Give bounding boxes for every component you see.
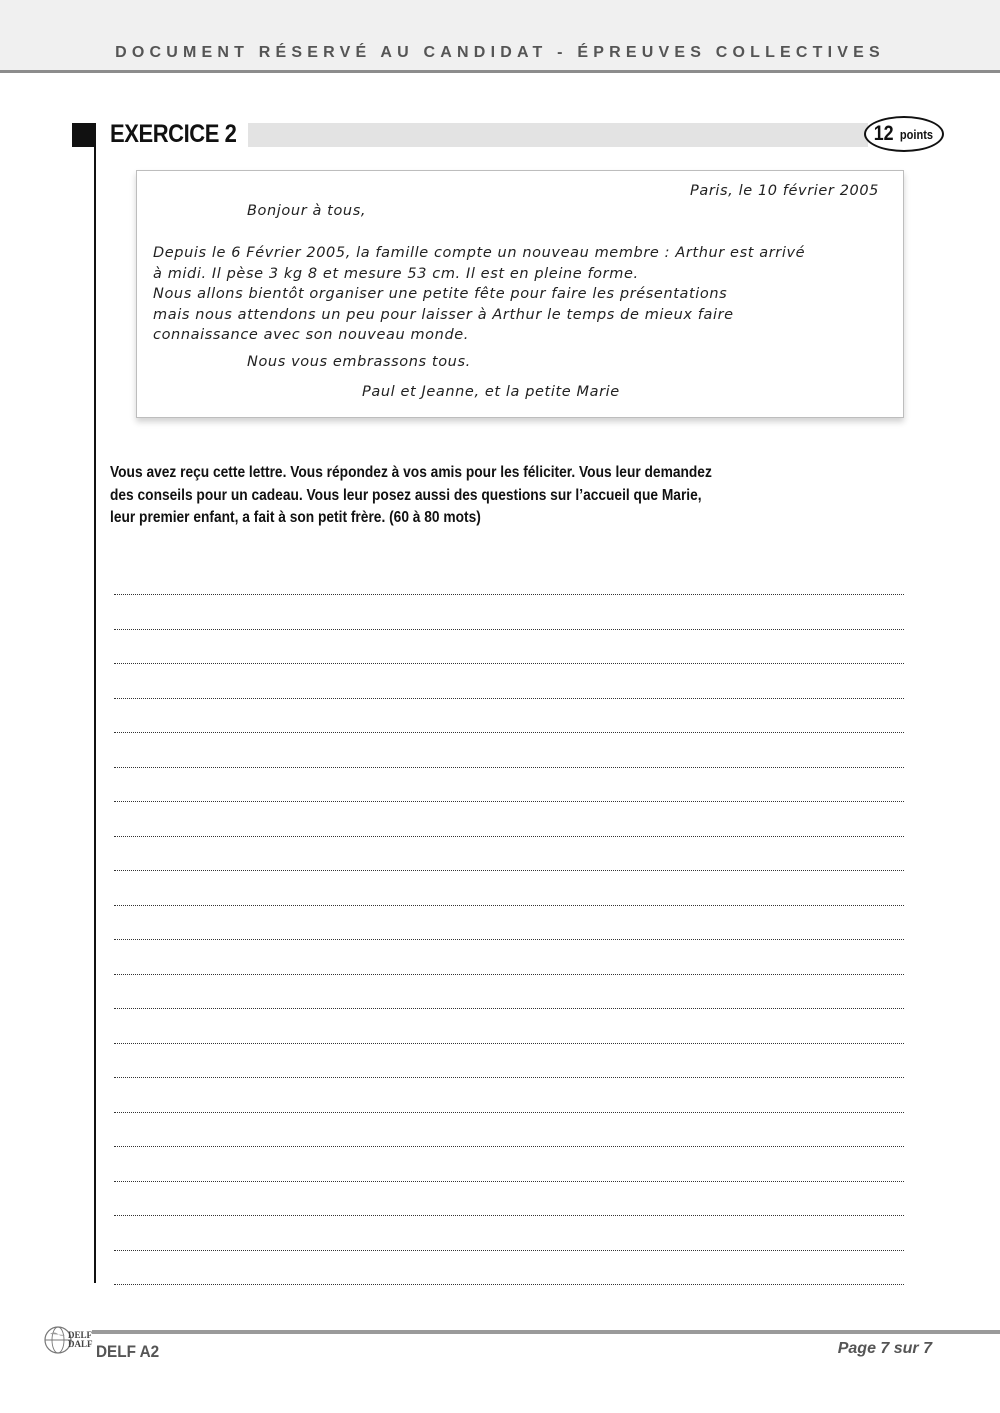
delf-dalf-logo: [38, 1312, 94, 1362]
answer-line[interactable]: [114, 836, 904, 837]
answer-line[interactable]: [114, 1215, 904, 1216]
answer-line[interactable]: [114, 663, 904, 664]
footer-rule: [92, 1330, 1000, 1334]
letter-body-line: mais nous attendons un peu pour laisser à Arthur le temps de mieux faire: [153, 306, 734, 323]
answer-line[interactable]: [114, 1250, 904, 1251]
exam-level: DELF A2: [96, 1342, 160, 1361]
letter-signature: Paul et Jeanne, et la petite Marie: [362, 384, 620, 400]
instruction-line: des conseils pour un cadeau. Vous leur posez aussi des questions sur l’accueil que Marie,: [110, 486, 702, 504]
exercise-marker: [72, 123, 94, 147]
letter-body-line: Nous allons bientôt organiser une petite fête pour faire les présentations: [153, 286, 728, 302]
points-label: points: [900, 126, 934, 142]
exercise-title: EXERCICE 2: [110, 120, 237, 148]
svg-text:DALF: DALF: [68, 1339, 93, 1349]
answer-line[interactable]: [114, 870, 904, 871]
points-value: 12: [873, 122, 894, 145]
page-number: Page 7 sur 7: [837, 1340, 932, 1357]
answer-line[interactable]: [114, 974, 904, 975]
instructions: [110, 462, 729, 530]
letter-body: [153, 243, 898, 346]
answer-line[interactable]: [114, 629, 904, 630]
letter-body-line: Depuis le 6 Février 2005, la famille compte un nouveau membre : Arthur est arrivé: [153, 245, 806, 261]
svg-text:DELF: DELF: [68, 1330, 93, 1340]
answer-line[interactable]: [114, 1181, 904, 1182]
answer-line[interactable]: [114, 905, 904, 906]
letter-box: [136, 170, 904, 418]
instruction-line: leur premier enfant, a fait à son petit frère. (60 à 80 mots): [110, 509, 481, 526]
answer-line[interactable]: [114, 698, 904, 699]
letter-closing: Nous vous embrassons tous.: [247, 354, 471, 370]
header-title: DOCUMENT RÉSERVÉ AU CANDIDAT - ÉPREUVES COLLECTIVES: [115, 44, 885, 61]
answer-line[interactable]: [114, 1112, 904, 1113]
points-badge: [864, 116, 944, 152]
answer-line[interactable]: [114, 594, 904, 595]
answer-line[interactable]: [114, 1077, 904, 1078]
answer-line[interactable]: [114, 801, 904, 802]
answer-line[interactable]: [114, 1043, 904, 1044]
answer-line[interactable]: [114, 1008, 904, 1009]
answer-line[interactable]: [114, 732, 904, 733]
answer-line[interactable]: [114, 1146, 904, 1147]
header-band: [0, 0, 1000, 73]
letter-date: Paris, le 10 février 2005: [690, 183, 879, 199]
answer-line[interactable]: [114, 1284, 904, 1285]
answer-line[interactable]: [114, 939, 904, 940]
answer-line[interactable]: [114, 767, 904, 768]
letter-greeting: Bonjour à tous,: [247, 203, 367, 219]
left-margin-rule: [94, 123, 96, 1283]
instruction-line: Vous avez reçu cette lettre. Vous répondez à vos amis pour les féliciter. Vous leur demandez: [110, 464, 712, 481]
title-bar: [248, 123, 868, 147]
letter-body-line: à midi. Il pèse 3 kg 8 et mesure 53 cm. Il est en pleine forme.: [153, 265, 639, 282]
letter-body-line: connaissance avec son nouveau monde.: [153, 327, 469, 343]
